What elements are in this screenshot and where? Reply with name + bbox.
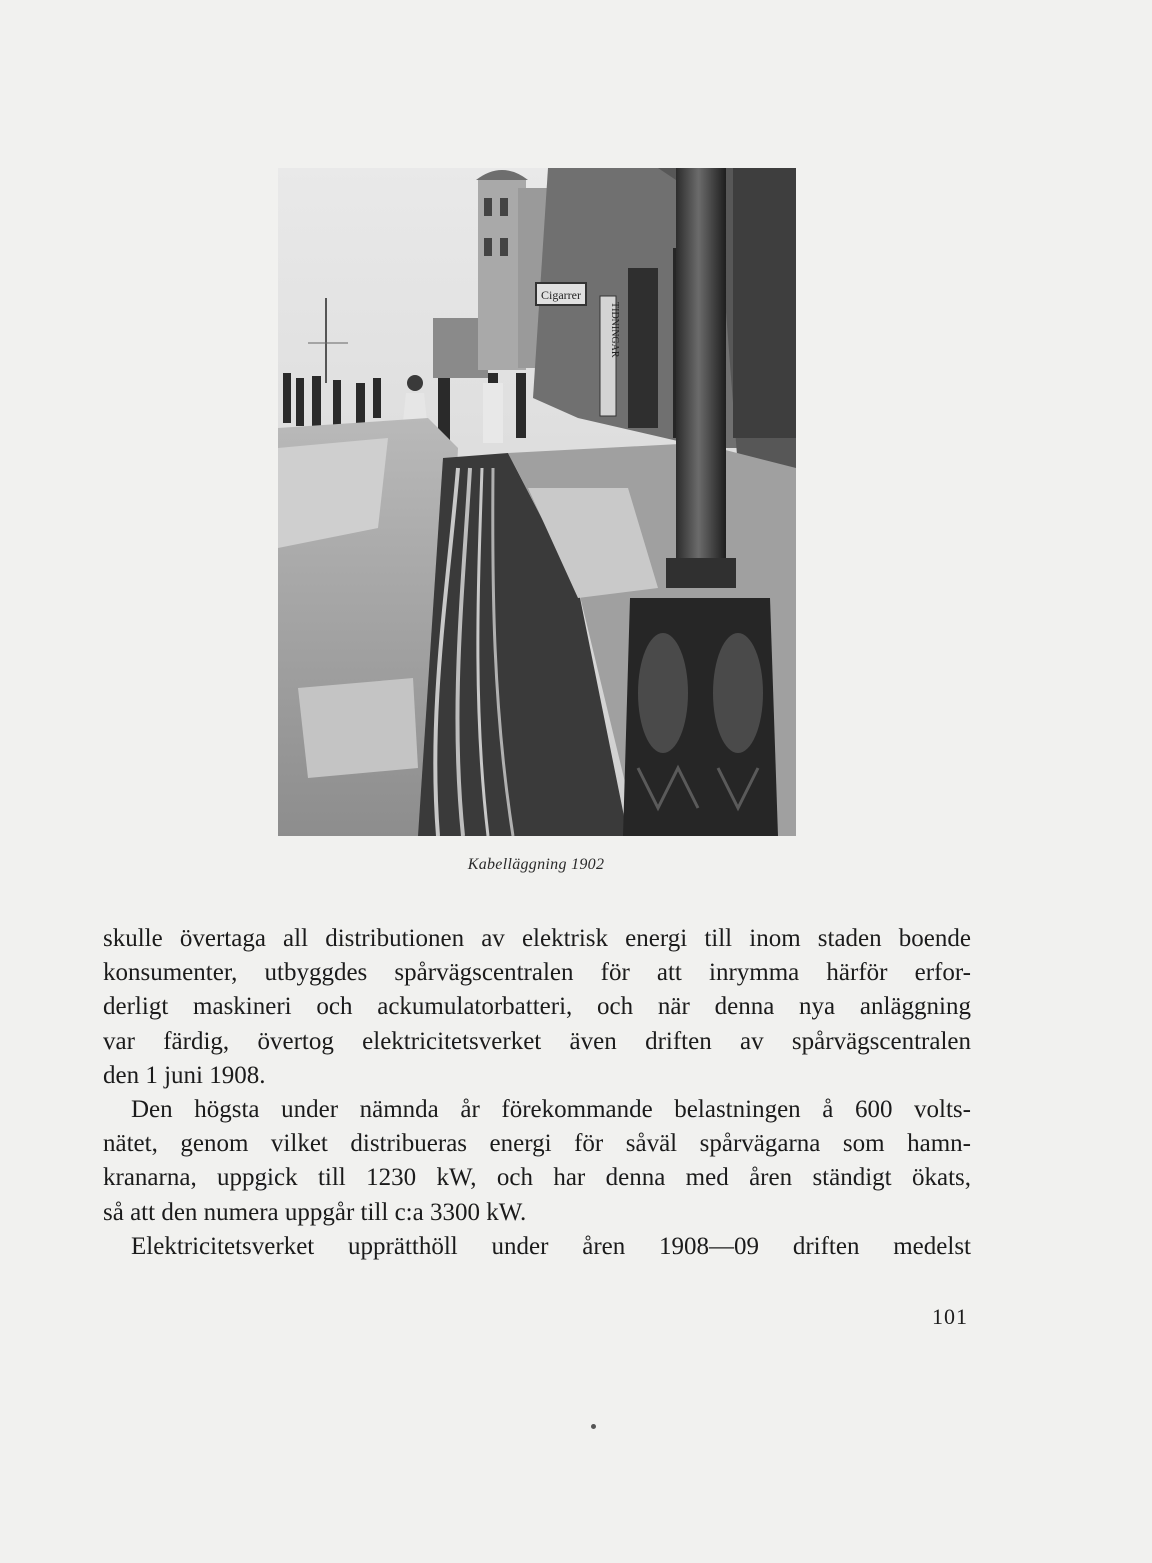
page-number: 101 — [932, 1304, 968, 1329]
text-line: Elektricitetsverket upprätthöll under åren 1908—09 driften medelst — [131, 1232, 971, 1260]
text-line: den 1 juni 1908. — [103, 1061, 266, 1089]
paper-speck — [591, 1424, 596, 1429]
text-line: skulle övertaga all distributionen av elektrisk energi till inom staden boende — [103, 925, 971, 952]
sign-tidningar: TIDNINGAR — [609, 302, 620, 358]
text-line: nätet, genom vilket distribueras energi för såväl spårvägarna som hamn- — [103, 1130, 971, 1158]
text-line: Den högsta under nämnda år förekommande belastningen å 600 volts- — [131, 1095, 971, 1123]
photograph-illustration — [278, 168, 796, 836]
text-line: kranarna, uppgick till 1230 kW, och har denna med åren ständigt ökats, — [103, 1164, 971, 1192]
text-line: derligt maskineri och ackumulatorbatteri, och när denna nya anläggning — [103, 993, 971, 1021]
sign-cigarrer: Cigarrer — [541, 288, 581, 302]
caption-year: 1902 — [571, 856, 605, 873]
caption-text: Kabelläggning — [467, 856, 567, 873]
text-line: var färdig, övertog elektricitetsverket även driften av spårvägscentralen — [103, 1027, 971, 1055]
body-text — [103, 922, 971, 1264]
historical-photograph — [278, 168, 796, 836]
text-line: så att den numera uppgår till c:a 3300 kW. — [103, 1198, 527, 1226]
text-line: konsumenter, utbyggdes spårvägscentralen för att inrymma härför erfor- — [103, 959, 971, 987]
figure-caption — [0, 856, 1072, 874]
